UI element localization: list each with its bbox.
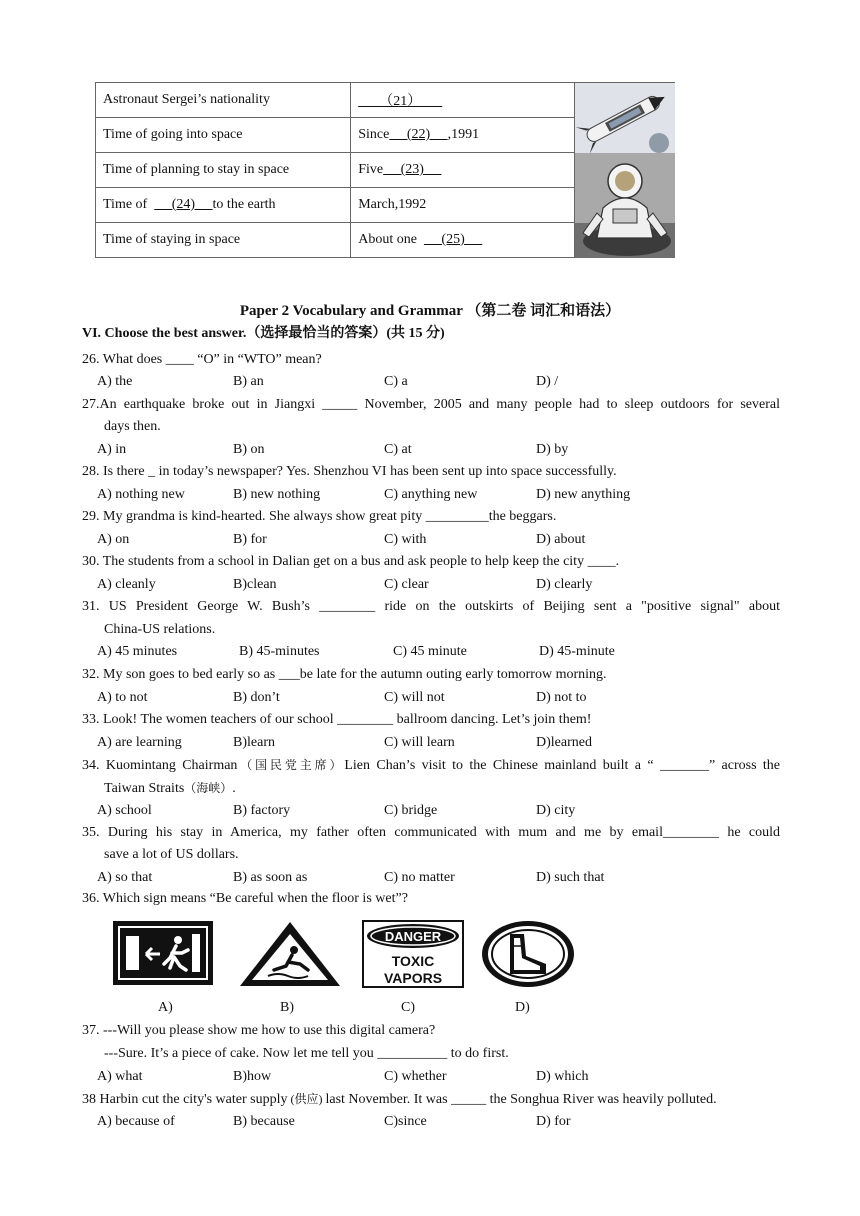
option-b: B) as soon as: [233, 870, 308, 885]
astronaut-photo: [575, 153, 675, 258]
question-31: 31. US President George W. Bush’s ________ ride on the outskirts of Beijing sent a "positive signal" about: [82, 599, 780, 614]
option-d: D) about: [536, 532, 586, 547]
table-text: Time of: [103, 197, 155, 212]
question-38-text: last November. It was _____ the Songhua River was heavily polluted.: [325, 1092, 717, 1107]
option-c: C) anything new: [384, 487, 478, 502]
option-a: A) because of: [97, 1114, 175, 1129]
option-a: A) school: [97, 803, 152, 818]
table-row: [96, 83, 675, 118]
wet-floor-warning-icon: [238, 920, 342, 993]
option-c: C) bridge: [384, 803, 438, 818]
option-d: D) such that: [536, 870, 605, 885]
danger-toxic-sign-icon: [362, 920, 464, 993]
table-blank: (25): [423, 232, 483, 247]
option-b: B)clean: [233, 577, 277, 592]
table-text: Since: [358, 127, 390, 142]
table-cell: March,1992: [351, 188, 574, 223]
question-35-cont: save a lot of US dollars.: [104, 847, 239, 862]
option-d: D) new anything: [536, 487, 631, 502]
question-30: 30. The students from a school in Dalian get on a bus and ask people to help keep the city ____.: [82, 554, 620, 569]
option-b: B) new nothing: [233, 487, 321, 502]
option-c: C) 45 minute: [393, 644, 467, 659]
question-27-cont: days then.: [104, 419, 161, 434]
options-31: [97, 643, 797, 661]
option-a: A) so that: [97, 870, 153, 885]
table-cell: [351, 118, 574, 153]
question-38: [82, 1090, 717, 1109]
options-32: [97, 689, 797, 707]
sign-label-a: A): [158, 1000, 173, 1015]
option-d: D) city: [536, 803, 576, 818]
question-34-cont-text: .: [232, 781, 236, 796]
sign-label-c: C): [401, 1000, 415, 1015]
question-34-cont: [104, 779, 236, 798]
option-b: B) because: [233, 1114, 295, 1129]
option-b: B) 45-minutes: [239, 644, 320, 659]
option-b: B) an: [233, 374, 264, 389]
options-26: [97, 373, 797, 391]
table-cell: [351, 153, 574, 188]
question-28: 28. Is there _ in today’s newspaper? Yes. Shenzhou VI has been sent up into space successfully.: [82, 464, 617, 479]
option-c: C) will learn: [384, 735, 455, 750]
question-34-cn: （国民党主席）: [237, 758, 345, 772]
option-a: A) in: [97, 442, 127, 457]
option-b: B)learn: [233, 735, 275, 750]
option-d: D) clearly: [536, 577, 593, 592]
option-c: C)since: [384, 1114, 427, 1129]
option-c: C) clear: [384, 577, 429, 592]
toxic-word: TOXIC: [391, 953, 435, 969]
table-text: About one: [358, 232, 424, 247]
table-cell: [351, 83, 574, 118]
option-d: D) for: [536, 1114, 571, 1129]
options-38: [97, 1113, 797, 1131]
danger-word: DANGER: [384, 929, 442, 944]
question-36: 36. Which sign means “Be careful when the floor is wet”?: [82, 891, 408, 906]
option-b: B) on: [233, 442, 265, 457]
question-26: 26. What does ____ “O” in “WTO” mean?: [82, 352, 322, 367]
option-b: B)how: [233, 1069, 272, 1084]
question-33: 33. Look! The women teachers of our school ________ ballroom dancing. Let’s join them!: [82, 712, 592, 727]
question-35: 35. During his stay in America, my father often communicated with mum and me by email________ he could: [82, 825, 780, 840]
option-d: D) 45-minute: [539, 644, 615, 659]
table-cell: Time of going into space: [96, 118, 351, 153]
options-33: [97, 734, 797, 752]
option-b: B) factory: [233, 803, 291, 818]
option-a: A) 45 minutes: [97, 644, 178, 659]
section-heading: VI. Choose the best answer.（选择最恰当的答案）(共 15 分): [82, 326, 445, 341]
option-a: A) cleanly: [97, 577, 156, 592]
question-34-text: 34. Kuomintang Chairman: [82, 758, 238, 773]
sign-label-d: D): [515, 1000, 530, 1015]
options-35: [97, 869, 797, 887]
options-34: [97, 802, 797, 820]
info-table: [95, 82, 675, 258]
table-cell: Time of planning to stay in space: [96, 153, 351, 188]
options-28: [97, 486, 797, 504]
option-c: C) a: [384, 374, 408, 389]
table-cell: Astronaut Sergei’s nationality: [96, 83, 351, 118]
option-a: A) to not: [97, 690, 148, 705]
question-31-cont: China-US relations.: [104, 622, 216, 637]
question-38-text: 38 Harbin cut the city's water supply: [82, 1092, 288, 1107]
option-d: D) not to: [536, 690, 587, 705]
question-37-cont: ---Sure. It’s a piece of cake. Now let me tell you __________ to do first.: [104, 1046, 509, 1061]
table-text: ,1991: [447, 127, 480, 142]
option-d: D) /: [536, 374, 559, 389]
question-38-cn: (供应): [287, 1092, 326, 1106]
paper-title: Paper 2 Vocabulary and Grammar （第二卷 词汇和语法）: [239, 303, 621, 319]
photo-cell: [574, 83, 674, 258]
table-cell: [96, 188, 351, 223]
question-37: 37. ---Will you please show me how to use this digital camera?: [82, 1023, 436, 1038]
options-27: [97, 441, 797, 459]
sign-label-b: B): [280, 1000, 294, 1015]
option-d: D)learned: [536, 735, 592, 750]
question-34-cont-text: Taiwan Straits: [104, 781, 185, 796]
vapors-word: VAPORS: [383, 970, 443, 986]
options-37: [97, 1068, 797, 1086]
option-c: C) with: [384, 532, 427, 547]
option-a: A) what: [97, 1069, 143, 1084]
exit-sign-icon: [112, 920, 214, 991]
option-c: C) no matter: [384, 870, 455, 885]
option-b: B) for: [233, 532, 267, 547]
space-shuttle-photo: [575, 83, 675, 153]
table-blank: (22): [389, 127, 448, 142]
option-a: A) nothing new: [97, 487, 185, 502]
option-a: A) the: [97, 374, 133, 389]
question-34-cont-cn: （海峡）: [184, 781, 233, 795]
table-cell: Time of staying in space: [96, 223, 351, 258]
table-blank: (24): [154, 197, 213, 212]
option-c: C) will not: [384, 690, 445, 705]
table-blank: （21）: [358, 94, 443, 109]
safety-boots-icon: [480, 920, 576, 993]
table-text: Five: [358, 162, 384, 177]
option-c: C) whether: [384, 1069, 447, 1084]
option-b: B) don’t: [233, 690, 280, 705]
options-29: [97, 531, 797, 549]
option-d: D) by: [536, 442, 569, 457]
question-29: 29. My grandma is kind-hearted. She always show great pity _________the beggars.: [82, 509, 557, 524]
question-34-text: Lien Chan’s visit to the Chinese mainland built a “ _______” across the: [344, 758, 780, 773]
table-cell: [351, 223, 574, 258]
question-34: [82, 756, 780, 775]
question-32: 32. My son goes to bed early so as ___be late for the autumn outing early tomorrow morning.: [82, 667, 607, 682]
question-27: 27.An earthquake broke out in Jiangxi _____ November, 2005 and many people had to sleep outdoors for several: [82, 397, 780, 412]
table-text: to the earth: [212, 197, 276, 212]
option-c: C) at: [384, 442, 412, 457]
table-blank: (23): [383, 162, 442, 177]
options-30: [97, 576, 797, 594]
option-a: A) are learning: [97, 735, 182, 750]
option-d: D) which: [536, 1069, 589, 1084]
option-a: A) on: [97, 532, 130, 547]
